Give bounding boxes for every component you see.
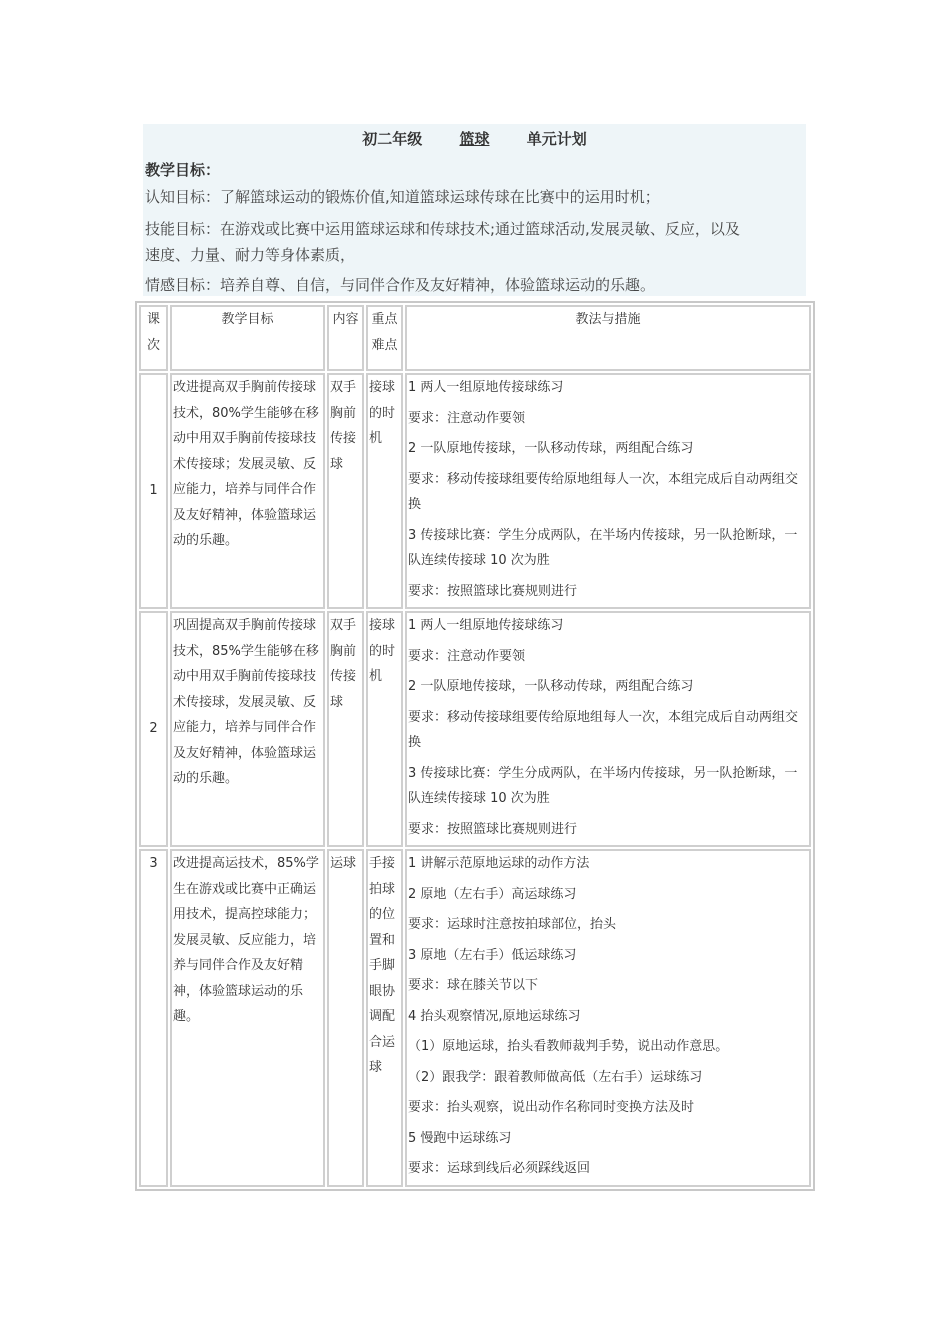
header-key-line1: 重点 (371, 312, 398, 327)
method-item: 2 一队原地传接球，一队移动传球，两组配合练习 (408, 679, 694, 694)
goal-skill-line2: 速度、力量、耐力等身体素质， (145, 246, 356, 264)
title-suffix: 单元计划 (526, 130, 587, 148)
goal-affective: 情感目标：培养自尊、自信，与同伴合作及友好精神，体验篮球运动的乐趣。 (145, 276, 656, 294)
header-objective: 教学目标 (170, 305, 325, 371)
method-item: 要求：按照篮球比赛规则进行 (408, 583, 578, 599)
method-item: 要求：运球到线后必须踩线返回 (408, 1161, 591, 1176)
lesson-objective: 改进提高运技术，85%学生在游戏或比赛中正确运用技术，提高控球能力；发展灵敏、反应能力，培养与同伴合作及友好精神，体验篮球运动的乐趣。 (170, 849, 325, 1187)
method-item: （2）跟我学：跟着教师做高低（左右手）运球练习 (408, 1069, 703, 1085)
table-row (139, 373, 811, 609)
method-item: 4 抬头观察情况,原地运球练习 (408, 1008, 581, 1024)
header-methods: 教法与措施 (405, 305, 811, 371)
lesson-methods (405, 373, 811, 609)
table-header-row (139, 305, 811, 371)
method-item: 3 传接球比赛：学生分成两队，在半场内传接球，另一队抢断球，一队连续传接球 10 次为胜 (408, 765, 798, 806)
header-content: 内容 (327, 305, 364, 371)
goal-skill-line1: 技能目标：在游戏或比赛中运用篮球运球和传球技术;通过篮球活动,发展灵敏、反应，以及 (145, 220, 740, 238)
lesson-number: 2 (139, 611, 168, 847)
unit-plan-table (135, 301, 815, 1191)
table-row (139, 611, 811, 847)
lesson-key-points: 接球的时机 (366, 373, 403, 609)
method-item: 2 一队原地传接球，一队移动传球，两组配合练习 (408, 441, 694, 456)
lesson-content: 双手胸前传接球 (327, 611, 364, 847)
lesson-objective: 巩固提高双手胸前传接球技术，85%学生能够在移动中用双手胸前传接球技术传接球，发展灵敏、反应能力，培养与同伴合作及友好精神，体验篮球运动的乐趣。 (170, 611, 325, 847)
method-item: 1 两人一组原地传接球练习 (408, 618, 564, 633)
title-subject: 篮球 (459, 130, 490, 148)
header-lesson: 课次 (139, 305, 168, 371)
lesson-key-points: 接球的时机 (366, 611, 403, 847)
lesson-methods (405, 611, 811, 847)
method-item: 要求：注意动作要领 (408, 648, 526, 664)
method-item: （1）原地运球，抬头看教师裁判手势，说出动作意思。 (408, 1039, 729, 1054)
method-item: 3 原地（左右手）低运球练习 (408, 947, 577, 963)
title-grade: 初二年级 (362, 130, 423, 148)
method-item: 1 两人一组原地传接球练习 (408, 380, 564, 395)
goal-cognitive: 认知目标：了解篮球运动的锻炼价值,知道篮球运球传球在比赛中的运用时机； (145, 188, 660, 206)
lesson-content: 运球 (327, 849, 364, 1187)
method-item: 要求：移动传接球组要传给原地组每人一次，本组完成后自动两组交换 (408, 471, 799, 512)
lesson-objective: 改进提高双手胸前传接球技术，80%学生能够在移动中用双手胸前传接球技术传接球；发展灵敏、反应能力，培养与同伴合作及友好精神，体验篮球运动的乐趣。 (170, 373, 325, 609)
goals-heading: 教学目标： (145, 161, 221, 179)
lesson-content: 双手胸前传接球 (327, 373, 364, 609)
method-item: 要求：按照篮球比赛规则进行 (408, 821, 578, 837)
method-item: 5 慢跑中运球练习 (408, 1130, 512, 1146)
method-item: 要求：运球时注意按拍球部位，抬头 (408, 917, 617, 932)
lesson-number: 1 (139, 373, 168, 609)
method-item: 1 讲解示范原地运球的动作方法 (408, 856, 590, 871)
method-item: 要求：注意动作要领 (408, 410, 526, 426)
lesson-key-points: 手接拍球的位置和手脚眼协调配合运球 (366, 849, 403, 1187)
method-item: 3 传接球比赛：学生分成两队，在半场内传接球，另一队抢断球，一队连续传接球 10 次为胜 (408, 527, 798, 568)
lesson-methods (405, 849, 811, 1187)
method-item: 要求：抬头观察，说出动作名称同时变换方法及时 (408, 1100, 695, 1115)
method-item: 要求：球在膝关节以下 (408, 978, 539, 993)
header-key-points (366, 305, 403, 371)
table-row (139, 849, 811, 1187)
page-title (143, 128, 806, 149)
lesson-number: 3 (139, 849, 168, 1187)
plan-header (143, 124, 806, 296)
header-key-line2: 难点 (371, 337, 398, 353)
method-item: 要求：移动传接球组要传给原地组每人一次，本组完成后自动两组交换 (408, 709, 799, 750)
method-item: 2 原地（左右手）高运球练习 (408, 886, 577, 902)
